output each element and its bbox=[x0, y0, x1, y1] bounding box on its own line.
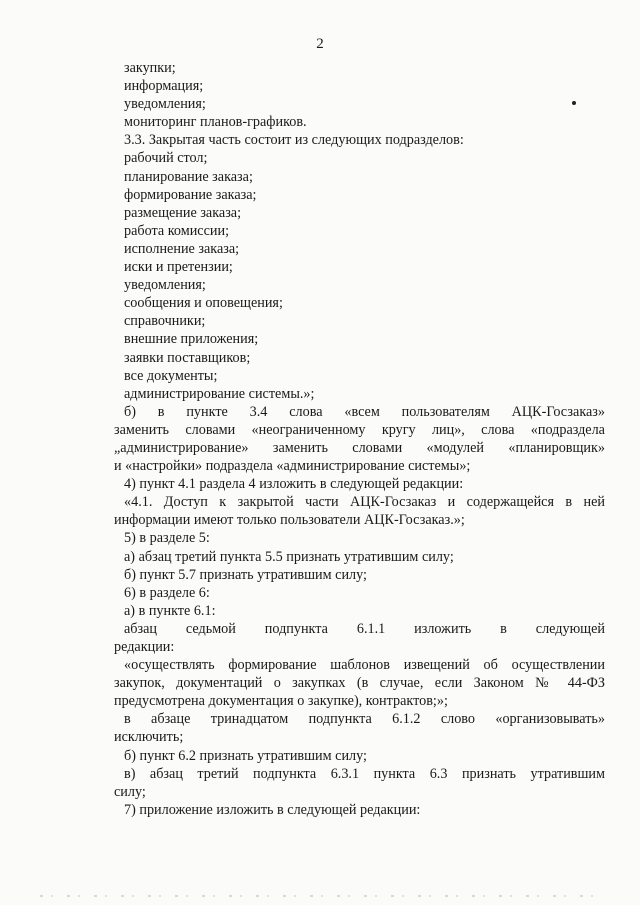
text-line: закупки; bbox=[124, 60, 176, 76]
text-line: рабочий стол; bbox=[124, 150, 208, 167]
text-line: 7) приложение изложить в следующей редакции: bbox=[124, 801, 421, 818]
text-line: закупок, документаций о закупках (в случае, если Законом № 44-ФЗ bbox=[114, 675, 605, 692]
text-line: справочники; bbox=[124, 313, 206, 330]
text-line: мониторинг планов-графиков. bbox=[124, 114, 307, 131]
text-line: а) в пункте 6.1: bbox=[124, 602, 216, 619]
text-line: уведомления; bbox=[124, 277, 206, 294]
text-line: „администрирование» заменить словами «модулей «планировщик» bbox=[114, 439, 605, 456]
text-line: работа комиссии; bbox=[124, 222, 230, 239]
document-body bbox=[114, 59, 605, 819]
page-number: 2 bbox=[316, 36, 324, 52]
text-line: информации имеют только пользователи АЦК-Госзаказ.»; bbox=[114, 512, 465, 529]
text-line: а) абзац третий пункта 5.5 признать утратившим силу; bbox=[124, 548, 454, 565]
text-line: сообщения и оповещения; bbox=[124, 295, 283, 312]
text-line: формирование заказа; bbox=[124, 186, 257, 203]
text-line: размещение заказа; bbox=[124, 204, 242, 221]
text-line: б) в пункте 3.4 слова «всем пользователям АЦК-Госзаказ» bbox=[124, 403, 605, 420]
scan-noise bbox=[40, 895, 600, 897]
text-line: исполнение заказа; bbox=[124, 240, 240, 257]
scan-speck bbox=[572, 101, 576, 105]
text-line: силу; bbox=[114, 783, 146, 800]
text-line: абзац седьмой подпункта 6.1.1 изложить в следующей bbox=[124, 620, 605, 637]
text-line: в абзаце тринадцатом подпункта 6.1.2 слово «организовывать» bbox=[124, 711, 605, 728]
text-line: информация; bbox=[124, 78, 204, 95]
text-line: предусмотрена документация о закупке), контрактов;»; bbox=[114, 693, 448, 710]
text-line: и «настройки» подраздела «администрирование системы»; bbox=[114, 458, 471, 475]
text-line: администрирование системы.»; bbox=[124, 385, 315, 402]
text-line: иски и претензии; bbox=[124, 259, 233, 276]
text-line: 6) в разделе 6: bbox=[124, 584, 210, 601]
text-line: 4) пункт 4.1 раздела 4 изложить в следующей редакции: bbox=[124, 476, 464, 493]
text-line: все документы; bbox=[124, 367, 218, 384]
text-line: исключить; bbox=[114, 729, 184, 746]
section-heading-3-3: 3.3. Закрытая часть состоит из следующих подразделов: bbox=[124, 132, 464, 149]
text-line: «4.1. Доступ к закрытой части АЦК-Госзаказ и содержащейся в ней bbox=[124, 494, 605, 511]
text-line: заменить словами «неограниченному кругу лиц», слова «подраздела bbox=[114, 421, 605, 438]
text-line: «осуществлять формирование шаблонов извещений об осуществлении bbox=[124, 657, 605, 674]
text-line: 5) в разделе 5: bbox=[124, 530, 210, 547]
text-line: редакции: bbox=[114, 639, 175, 655]
text-line: планирование заказа; bbox=[124, 168, 253, 185]
text-line: б) пункт 5.7 признать утратившим силу; bbox=[124, 566, 367, 583]
text-line: уведомления; bbox=[124, 96, 206, 113]
text-line: б) пункт 6.2 признать утратившим силу; bbox=[124, 747, 367, 764]
text-line: в) абзац третий подпункта 6.3.1 пункта 6.3 признать утратившим bbox=[124, 765, 605, 782]
text-line: внешние приложения; bbox=[124, 331, 259, 348]
text-line: заявки поставщиков; bbox=[124, 349, 251, 366]
